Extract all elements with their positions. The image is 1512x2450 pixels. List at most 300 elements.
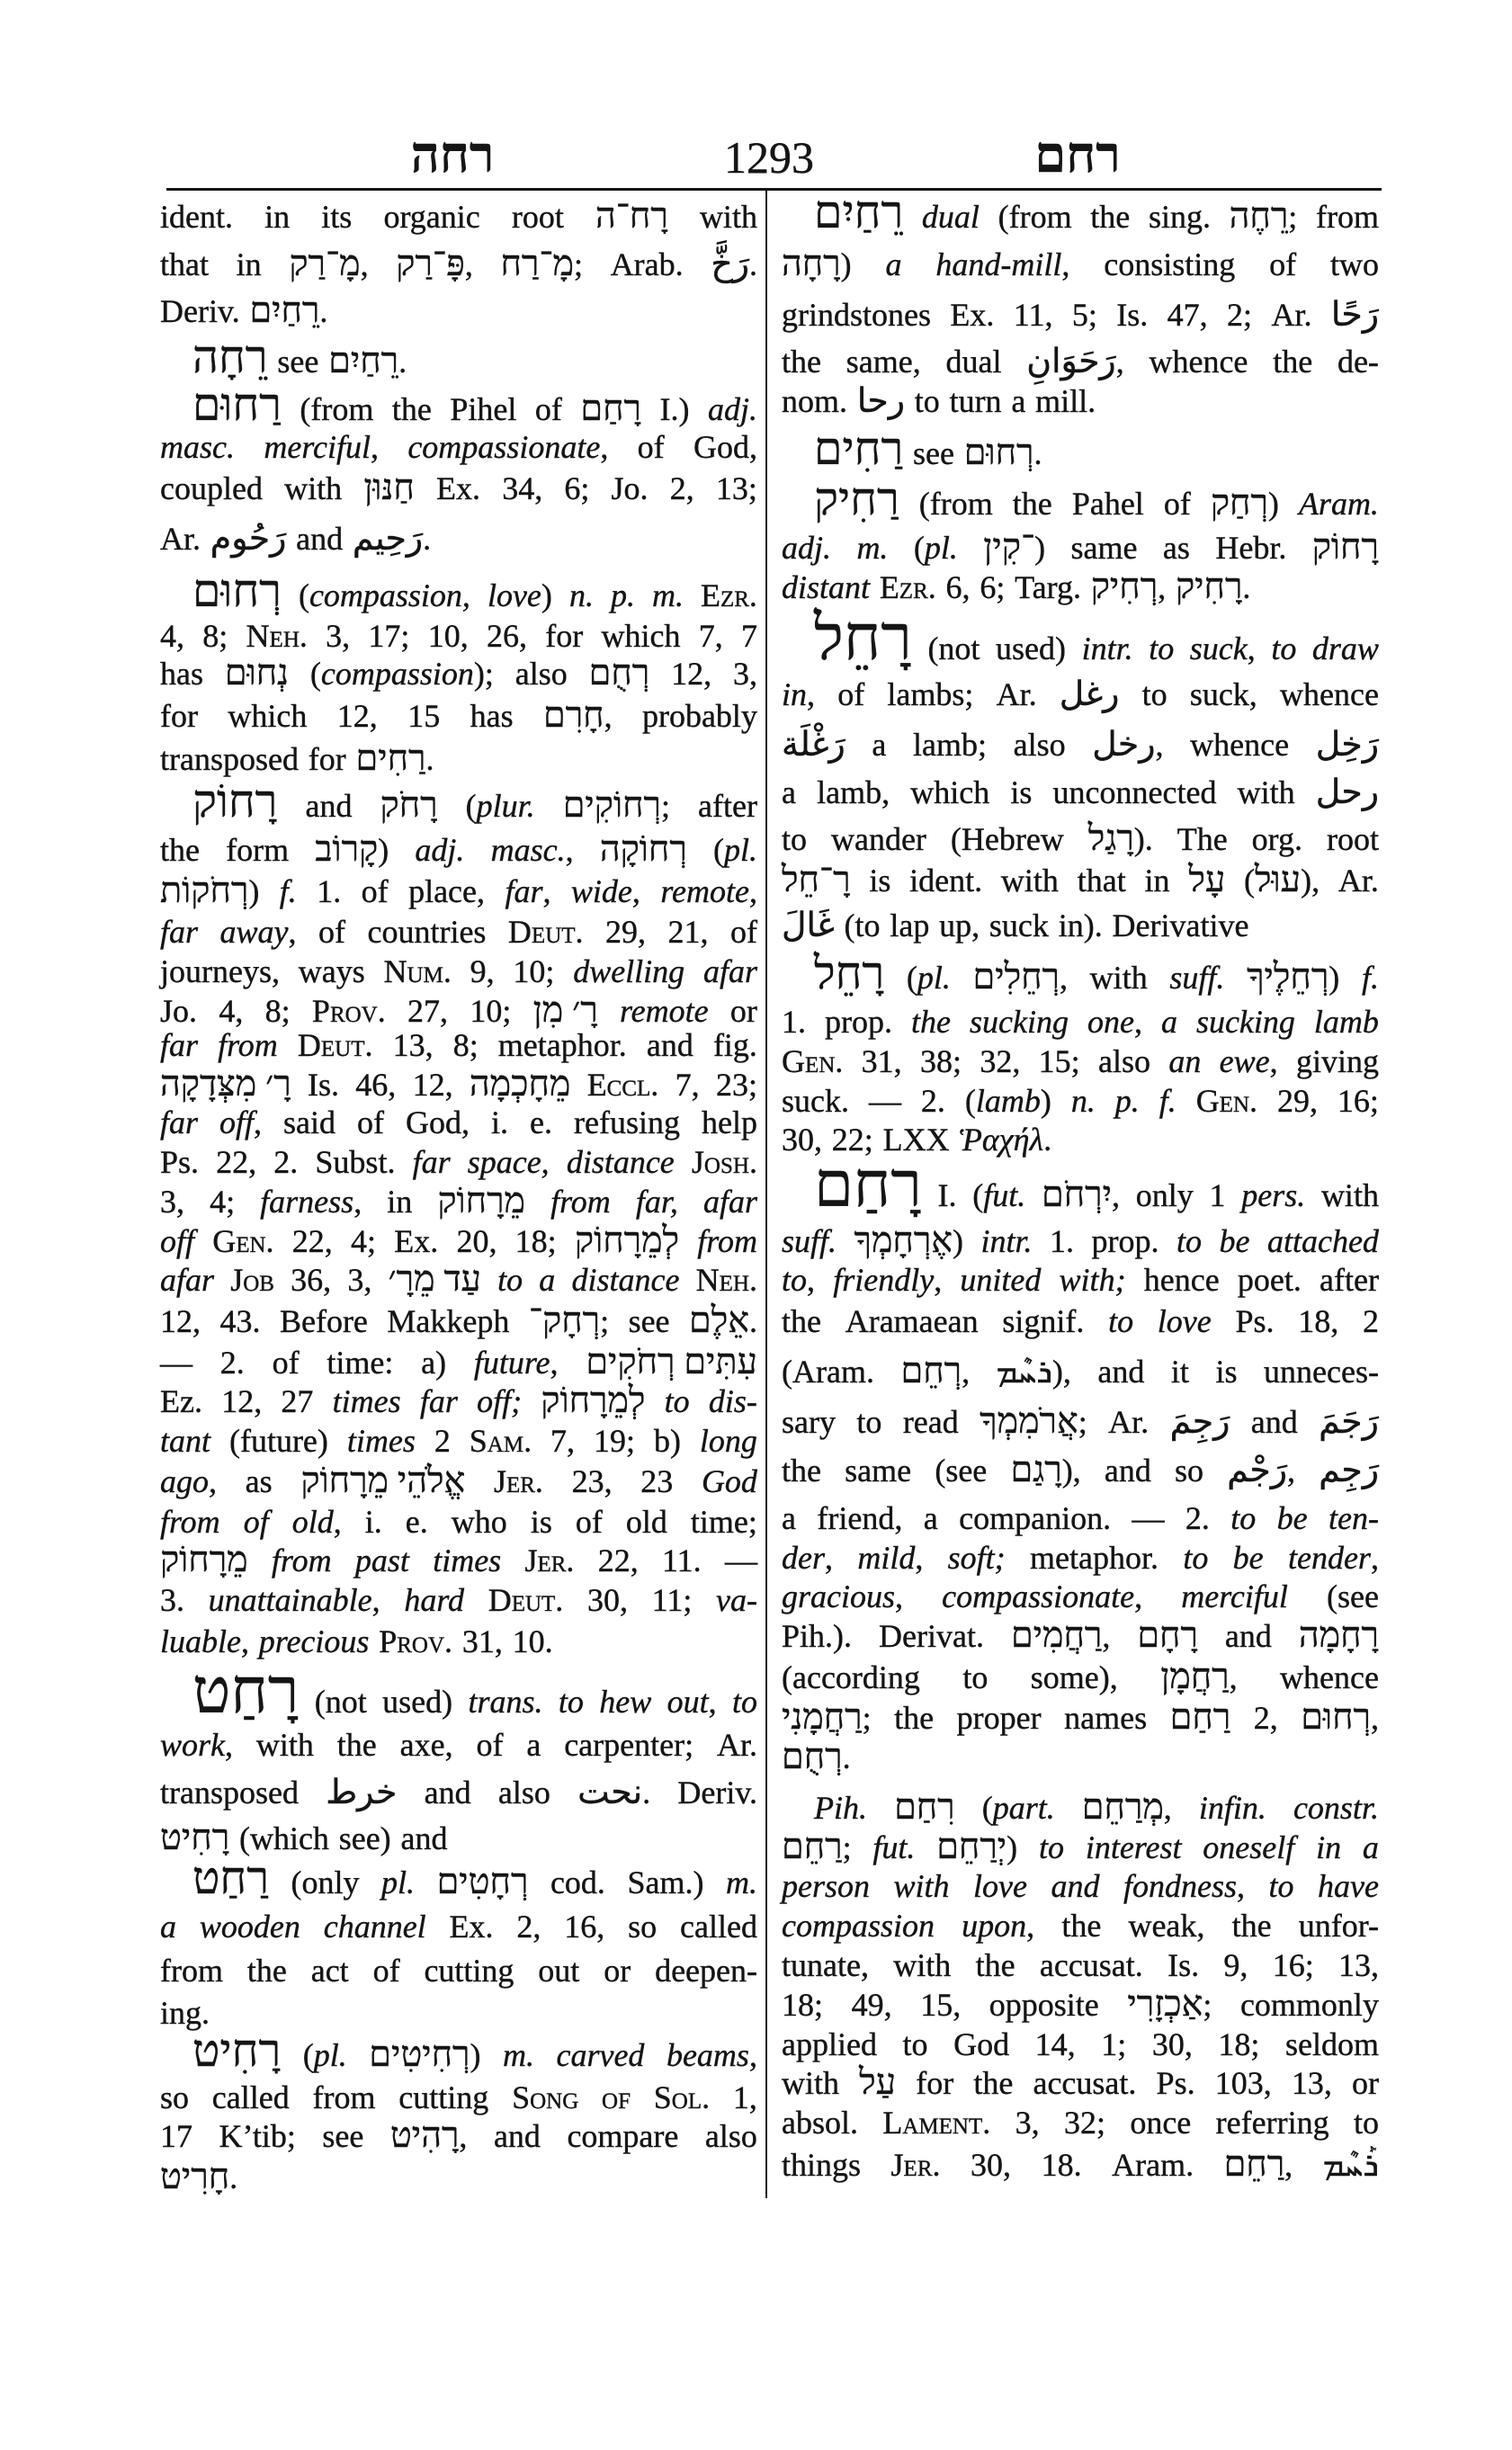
word xyxy=(1039,1040,1080,1083)
word xyxy=(913,723,987,766)
word xyxy=(642,694,757,738)
text-line xyxy=(782,604,1379,674)
italic-text: with; xyxy=(1059,1262,1126,1298)
word xyxy=(1053,771,1217,814)
hebrew-term: רְחָק־ xyxy=(528,1301,601,1340)
text-run: root xyxy=(1326,821,1379,857)
text-run: 6, xyxy=(945,569,971,605)
word xyxy=(604,1949,631,1992)
word xyxy=(654,2076,710,2119)
word xyxy=(703,1180,757,1223)
word xyxy=(353,517,431,560)
text-run: 15, xyxy=(920,1987,962,2023)
text-run: 1 xyxy=(1209,1177,1226,1213)
text-run: probably xyxy=(641,698,757,734)
word xyxy=(333,1380,401,1423)
text-line xyxy=(160,1258,757,1301)
text-run: . xyxy=(1043,1122,1052,1158)
word xyxy=(477,1380,522,1423)
word xyxy=(368,614,409,657)
text-run: Aram. xyxy=(1112,2147,1194,2183)
word xyxy=(160,1949,223,1992)
word xyxy=(1299,1614,1379,1658)
word xyxy=(817,771,890,814)
word xyxy=(192,380,282,431)
hebrew-term: רָגַם xyxy=(1010,1450,1062,1489)
text-run: 18; xyxy=(782,1987,824,2023)
word xyxy=(730,910,757,953)
text-run: 18. xyxy=(1041,2147,1082,2183)
text-run: , xyxy=(459,2118,468,2154)
italic-text: love xyxy=(487,577,541,613)
italic-text: upon xyxy=(962,1908,1027,1944)
hebrew-term: רְחִיק xyxy=(1090,567,1159,606)
arabic-term: رحل xyxy=(1315,772,1379,811)
hebrew-term: רִחַם xyxy=(894,1787,955,1827)
word xyxy=(1316,1826,1341,1869)
word xyxy=(703,950,757,993)
italic-text: dis- xyxy=(708,1383,757,1419)
word xyxy=(612,467,649,510)
word xyxy=(1161,1000,1177,1043)
word xyxy=(677,1771,757,1814)
text-run: 1. xyxy=(317,873,342,909)
text-run: 6; xyxy=(564,470,590,506)
word xyxy=(1218,2023,1259,2066)
word xyxy=(1090,956,1148,999)
word xyxy=(1130,2101,1191,2144)
text-run: 1. xyxy=(782,1004,806,1040)
word xyxy=(782,380,847,423)
word xyxy=(369,2034,480,2077)
text-line xyxy=(160,652,757,695)
italic-text: far, xyxy=(635,1184,678,1220)
text-run: read xyxy=(902,1404,959,1440)
word xyxy=(541,1380,645,1423)
word xyxy=(950,293,994,336)
text-run: ), xyxy=(1051,1354,1071,1390)
text-run: of xyxy=(534,391,562,427)
word xyxy=(1312,526,1379,569)
italic-text: be xyxy=(1219,1223,1250,1259)
italic-text: intr. xyxy=(980,1223,1033,1259)
text-line xyxy=(782,1400,1379,1444)
text-run: ( xyxy=(1244,863,1256,899)
text-line xyxy=(782,526,1379,569)
hebrew-term: רַחֲמָן xyxy=(1160,1657,1230,1696)
book-reference: Prov. xyxy=(379,1623,453,1659)
word xyxy=(692,1140,757,1184)
word xyxy=(535,388,562,431)
book-reference: Neh. xyxy=(695,1262,757,1298)
word xyxy=(964,432,1042,475)
word xyxy=(292,1220,333,1263)
text-run: and xyxy=(1250,1404,1298,1440)
text-line xyxy=(782,673,1379,716)
word xyxy=(1071,526,1138,569)
text-run: ( xyxy=(981,1790,993,1826)
text-run: 23, xyxy=(571,1463,613,1499)
text-run: called xyxy=(211,2079,290,2115)
arabic-term: رَغْلَة xyxy=(782,724,845,764)
word xyxy=(1227,1449,1295,1492)
word xyxy=(741,614,757,657)
word xyxy=(212,2076,290,2119)
word xyxy=(421,1341,446,1384)
text-run: with xyxy=(1000,863,1059,899)
text-run: Ex. xyxy=(394,1223,439,1259)
text-run: 7, xyxy=(698,618,723,654)
word xyxy=(1176,1220,1202,1263)
word xyxy=(983,526,1045,569)
text-run: with xyxy=(893,1947,952,1983)
italic-text: off xyxy=(219,1104,255,1140)
hebrew-headword: רֵחַיִם xyxy=(814,187,904,237)
italic-text: an xyxy=(1168,1043,1202,1079)
text-run: , xyxy=(209,1463,217,1499)
text-run: Ez. xyxy=(160,1383,202,1419)
text-run: 13, xyxy=(1291,2065,1332,2101)
word xyxy=(436,467,480,510)
word xyxy=(782,1944,869,1987)
text-run: i. xyxy=(491,1104,509,1140)
word xyxy=(1176,566,1250,609)
book-reference: Neh. xyxy=(246,618,308,654)
word xyxy=(1082,1786,1172,1829)
book-reference: Sam. xyxy=(469,1423,532,1459)
italic-text: pl. xyxy=(924,530,958,566)
text-line xyxy=(782,1826,1379,1869)
word xyxy=(284,467,342,510)
text-run: a) xyxy=(421,1345,447,1381)
text-run: is xyxy=(530,1504,552,1540)
word xyxy=(886,243,902,286)
text-run: ; xyxy=(1288,199,1298,235)
word xyxy=(382,1680,452,1723)
word xyxy=(202,614,228,657)
text-run: a xyxy=(782,1500,796,1536)
text-run: which xyxy=(910,774,990,810)
text-run: . xyxy=(1242,569,1251,605)
text-run: , xyxy=(1026,1908,1035,1944)
text-run: as xyxy=(1162,530,1190,566)
italic-text: afar xyxy=(702,1184,757,1220)
word xyxy=(1331,293,1379,336)
italic-text: off xyxy=(160,1223,195,1259)
word xyxy=(487,614,527,657)
word xyxy=(363,467,415,510)
text-run: of xyxy=(729,914,757,950)
text-run: giving xyxy=(1295,1043,1379,1079)
text-line xyxy=(160,1140,757,1184)
text-run: 3, xyxy=(732,656,757,692)
text-run: help xyxy=(702,1104,757,1140)
italic-text: merciful xyxy=(1181,1578,1288,1614)
word xyxy=(160,1771,299,1814)
book-reference: Deut. xyxy=(297,1027,373,1063)
text-line xyxy=(160,870,757,913)
italic-text: adj. xyxy=(782,530,832,566)
text-line xyxy=(782,1449,1379,1492)
italic-text: pl. xyxy=(917,960,951,996)
text-line xyxy=(160,380,757,431)
text-run: , xyxy=(600,429,609,465)
word xyxy=(246,614,308,657)
text-line xyxy=(160,1063,757,1106)
text-line xyxy=(160,467,757,510)
text-run: with xyxy=(699,199,757,235)
word xyxy=(716,467,757,510)
word xyxy=(450,388,516,431)
word xyxy=(367,910,486,953)
text-run: ( xyxy=(972,1177,984,1213)
text-run: 29, xyxy=(605,914,647,950)
word xyxy=(921,1079,945,1122)
word xyxy=(564,1723,693,1766)
text-run: 4, xyxy=(219,993,244,1029)
text-run: with xyxy=(1089,960,1148,996)
hebrew-term: רָחָמָה xyxy=(1298,1615,1379,1655)
text-run: , xyxy=(1247,630,1256,666)
word xyxy=(1149,340,1248,383)
word xyxy=(1091,566,1166,609)
italic-text: lamb xyxy=(1313,1004,1379,1040)
text-run: is xyxy=(1010,774,1033,810)
word xyxy=(854,1220,964,1263)
text-run: grindstones xyxy=(782,297,931,333)
text-run: and xyxy=(296,521,344,557)
word xyxy=(433,1539,501,1582)
text-line xyxy=(782,1220,1379,1263)
text-run: metaphor. xyxy=(497,1027,627,1063)
text-run: accusat. xyxy=(1039,1947,1143,1983)
text-run: (future) xyxy=(228,1423,328,1459)
text-run: ), xyxy=(1061,1453,1081,1489)
italic-text: from xyxy=(550,1184,611,1220)
word xyxy=(1050,1220,1074,1263)
word xyxy=(1002,1300,1084,1343)
word xyxy=(310,652,494,695)
word xyxy=(567,1140,675,1184)
hebrew-term: עוּל xyxy=(1255,860,1302,899)
italic-text: remote xyxy=(619,993,709,1029)
word xyxy=(468,1680,542,1723)
text-run: for xyxy=(308,741,346,777)
word xyxy=(488,574,552,617)
text-run: the xyxy=(782,344,821,380)
word xyxy=(1010,1449,1080,1492)
hebrew-term: מֵרָחוֹק xyxy=(437,1181,525,1221)
word xyxy=(404,1578,464,1622)
word xyxy=(1177,818,1228,861)
hebrew-term: חָרִיט xyxy=(160,2157,230,2196)
hebrew-term: רְחוּם xyxy=(1301,1697,1371,1737)
text-run: 16; xyxy=(1337,1083,1379,1119)
text-run: , xyxy=(333,1504,342,1540)
hebrew-term: רָחָם xyxy=(1137,1615,1198,1655)
word xyxy=(1170,1400,1230,1444)
italic-text: luable xyxy=(160,1623,241,1659)
italic-text: past xyxy=(354,1542,409,1578)
text-run: to xyxy=(1353,2105,1379,2141)
text-run: , xyxy=(1163,1790,1172,1826)
word xyxy=(277,340,318,383)
text-run: , xyxy=(353,1184,362,1220)
word xyxy=(1088,818,1153,861)
text-run: e. xyxy=(530,1104,553,1140)
word xyxy=(689,1300,757,1343)
text-run: turn xyxy=(949,383,1002,419)
italic-text: from xyxy=(271,1542,332,1578)
text-run: , xyxy=(895,1578,903,1614)
text-line xyxy=(782,424,1379,475)
word xyxy=(462,1620,503,1663)
italic-text: space, xyxy=(467,1144,550,1180)
word xyxy=(652,574,684,617)
text-run: , xyxy=(1370,1540,1379,1576)
running-head-right-word: רחם xyxy=(1034,128,1121,183)
hebrew-term: אֶרְחָמְךָ xyxy=(854,1221,953,1260)
arabic-term: رَجَمَ xyxy=(1319,1401,1379,1441)
word xyxy=(543,694,613,738)
text-line xyxy=(782,723,1379,766)
text-line xyxy=(782,1150,1379,1221)
word xyxy=(1277,1079,1318,1122)
word xyxy=(308,1063,339,1106)
word xyxy=(959,1118,1051,1161)
italic-text: n. xyxy=(568,577,594,613)
hebrew-term: חַנּוּן xyxy=(363,468,415,507)
italic-text: channel xyxy=(323,1909,426,1945)
word xyxy=(814,474,899,525)
word xyxy=(1059,904,1103,947)
word xyxy=(1137,1614,1198,1658)
italic-text: out xyxy=(667,1684,709,1720)
word xyxy=(782,1350,874,1393)
text-run: with xyxy=(284,470,343,506)
text-run: to xyxy=(962,1659,989,1695)
text-run: (according xyxy=(782,1659,920,1695)
text-run: 23 xyxy=(640,1463,674,1499)
italic-text: plur. xyxy=(476,788,535,824)
text-run: also xyxy=(704,2118,757,2154)
hebrew-root-headword: רָחַם xyxy=(814,1150,922,1221)
word xyxy=(160,195,233,238)
text-run: so xyxy=(628,1909,658,1945)
word xyxy=(782,818,807,861)
word xyxy=(1224,2143,1293,2186)
word xyxy=(697,1220,757,1263)
text-run: (from xyxy=(998,199,1072,235)
text-run: and xyxy=(1097,1354,1145,1390)
text-run: is xyxy=(1215,1354,1238,1390)
text-run: 27, xyxy=(407,993,449,1029)
text-run: ; xyxy=(573,246,583,282)
word xyxy=(220,910,297,953)
word xyxy=(339,1817,391,1860)
text-run: , xyxy=(825,1540,833,1576)
italic-text: from xyxy=(218,1027,278,1063)
italic-text: merciful xyxy=(264,429,371,465)
text-run: de- xyxy=(1337,344,1379,380)
word xyxy=(1132,1497,1164,1540)
word xyxy=(702,1101,757,1144)
word xyxy=(655,1949,757,1992)
text-run: names xyxy=(1064,1700,1148,1736)
word xyxy=(782,1736,851,1779)
word xyxy=(882,2101,990,2144)
word xyxy=(1160,1656,1237,1699)
word xyxy=(216,1140,256,1184)
word xyxy=(1299,482,1379,525)
word xyxy=(782,1258,815,1301)
word xyxy=(328,340,407,383)
text-run: (which xyxy=(238,1820,329,1856)
word xyxy=(337,694,378,738)
arabic-term: رَجِمَ xyxy=(1169,1401,1230,1441)
text-line xyxy=(160,1300,757,1343)
hebrew-root-headword: רָחַט xyxy=(192,1657,300,1727)
hebrew-term: רְחַק xyxy=(1210,483,1268,523)
text-run: to xyxy=(914,383,940,419)
word xyxy=(192,2025,282,2077)
arabic-term: رَحًا xyxy=(1330,294,1379,334)
text-line xyxy=(160,2076,757,2119)
word xyxy=(611,574,635,617)
running-head-left-word: רחה xyxy=(410,128,495,183)
italic-text: m. xyxy=(502,2037,534,2073)
hebrew-term: מָ־רַק xyxy=(289,244,361,283)
text-run: 103, xyxy=(1214,2065,1272,2101)
word xyxy=(880,566,936,609)
word xyxy=(595,195,668,238)
word xyxy=(680,1905,757,1948)
word xyxy=(587,1063,659,1106)
word xyxy=(160,694,198,738)
text-run: 16, xyxy=(564,1909,605,1945)
word xyxy=(962,1656,988,1699)
italic-text: far xyxy=(160,914,199,950)
text-run: ) xyxy=(953,1223,964,1259)
text-run: has xyxy=(160,656,203,692)
text-line xyxy=(782,187,1379,238)
word xyxy=(909,859,982,902)
syriac-term: ܪܰܚܶܡ xyxy=(1322,2147,1379,2184)
text-run: of xyxy=(372,1953,400,1989)
text-run: The xyxy=(1176,821,1228,857)
word xyxy=(1060,673,1120,716)
italic-text: fut. xyxy=(983,1177,1026,1213)
word xyxy=(160,2076,189,2119)
word xyxy=(273,1341,300,1384)
word xyxy=(980,566,1005,609)
word xyxy=(1238,1258,1302,1301)
italic-text: to xyxy=(1038,1829,1064,1865)
text-run: 7 xyxy=(740,618,757,654)
arabic-term: رَحَوَانِ xyxy=(1026,341,1116,380)
text-line xyxy=(160,290,757,333)
word xyxy=(942,1575,1142,1618)
text-run: . xyxy=(398,344,407,380)
word xyxy=(782,1079,849,1122)
word xyxy=(572,1460,613,1503)
hebrew-headword: רַחִים xyxy=(814,424,904,474)
word xyxy=(160,1258,214,1301)
text-run: 3, xyxy=(347,1262,372,1298)
word xyxy=(814,187,904,238)
word xyxy=(700,195,757,238)
word xyxy=(733,652,757,695)
